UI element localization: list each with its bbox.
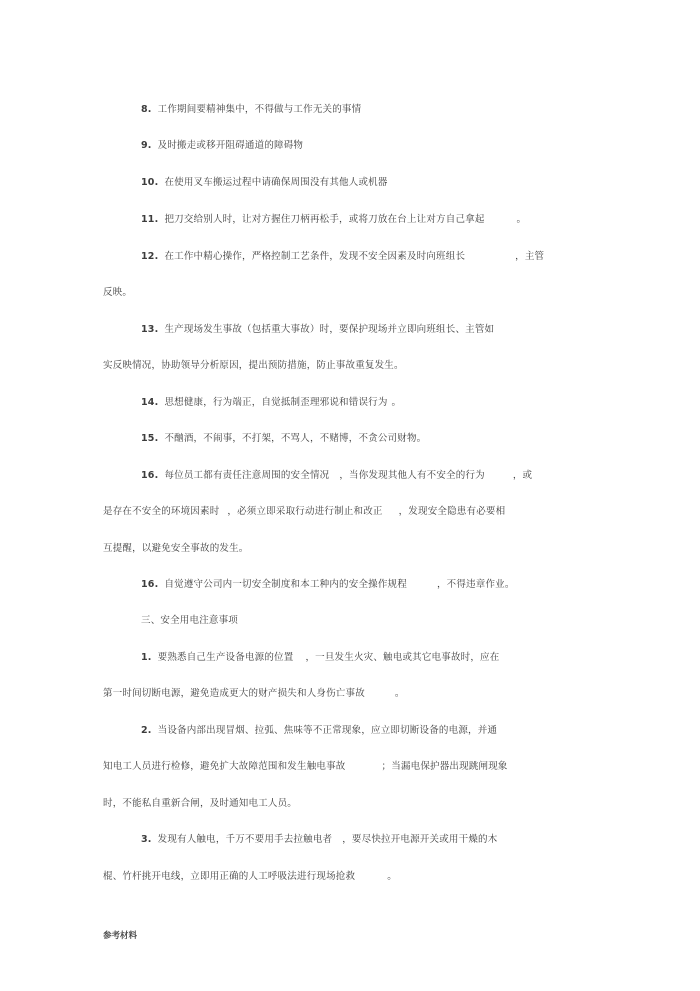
item-continued-text: 反映。 [103,287,133,298]
item-tail: 。 [391,397,402,408]
item-mid: ，当你发现其他人有不安全的行为 [339,470,485,481]
electrical-item-1 [141,651,499,665]
item-text: 在工作中精心操作，严格控制工艺条件，发现不安全因素及时向班组长 [164,251,466,262]
item-number: 15. [141,433,159,444]
item-number: 16. [141,470,159,481]
item-number: 3. [141,834,152,845]
electrical-item-3 [141,833,497,847]
item-number: 12. [141,251,159,262]
rule-item-16b [141,578,515,592]
rule-item-11 [141,213,526,227]
electrical-item-2-continued [103,760,508,774]
item-text: 把刀交给别人时，让对方握住刀柄再松手，或将刀放在台上让对方自己拿起 [164,214,485,225]
item-number: 8. [141,104,152,115]
item-continued-text: 知电工人员进行检修，避免扩大故障范围和发生触电事故 [103,761,346,772]
item-text: 及时搬走或移开阻碍通道的障碍物 [157,140,304,151]
item-continued-text: 实反映情况，协助领导分析原因，提出预防措施，防止事故重复发生。 [103,360,404,371]
rule-item-16a-continued-2 [103,542,249,556]
section-title: 三、安全用电注意事项 [141,615,239,626]
item-number: 14. [141,397,159,408]
item-number: 13. [141,324,159,335]
rule-item-16a [141,469,532,483]
rule-item-8 [141,103,361,117]
item-text: 在使用叉车搬运过程中请确保周围没有其他人或机器 [164,177,388,188]
rule-item-13-continued [103,359,404,373]
item-mid: ，一旦发生火灾、触电或其它电事故时，应在 [305,652,500,663]
item-continued-mid: ，必须立即采取行动进行制止和改正 [227,506,383,517]
item-text: 工作期间要精神集中，不得做与工作无关的事情 [157,104,362,115]
item-tail: ，主管 [515,251,545,262]
item-number: 10. [141,177,159,188]
item-continued-text-2: 互提醒，以避免安全事故的发生。 [103,543,249,554]
item-text: 发现有人触电，千万不要用手去拉触电者 [157,834,333,845]
item-continued-text: 是存在不安全的环境因素时 [103,506,220,517]
item-tail: ，不得违章作业。 [436,579,515,590]
page-footer: 参考材料 [103,931,138,941]
item-text: 要熟悉自己生产设备电源的位置 [157,652,294,663]
electrical-item-2-continued-2 [103,797,297,811]
rule-item-14 [141,396,401,410]
electrical-item-2 [141,724,497,738]
item-number: 1. [141,652,152,663]
item-number: 2. [141,725,152,736]
item-continued-text: 棍、竹杆挑开电线，立即用正确的人工呼吸法进行现场抢救 [103,871,356,882]
item-tail: 。 [516,214,527,225]
electrical-item-1-continued [103,687,405,701]
rule-item-13 [141,323,494,337]
item-mid: ，要尽快拉开电源开关或用干燥的木 [342,834,498,845]
rule-item-12-continued [103,286,132,300]
item-text: 每位员工都有责任注意周围的安全情况 [164,470,330,481]
rule-item-12 [141,250,544,264]
electrical-item-3-continued [103,870,397,884]
item-text: 思想健康，行为端正，自觉抵制歪理邪说和错误行为 [164,397,388,408]
item-text: 不酗酒，不闹事，不打架，不骂人，不赌博，不贪公司财物。 [164,433,427,444]
rule-item-15 [141,432,426,446]
item-continued-tail: ，发现安全隐患有必要相 [398,506,506,517]
item-continued-text: 第一时间切断电源，避免造成更大的财产损失和人身伤亡事故 [103,688,365,699]
item-continued-tail: 。 [387,871,397,882]
item-text: 生产现场发生事故（包括重大事故）时，要保护现场并立即向班组长、主管如 [164,324,495,335]
item-tail: ，或 [512,470,533,481]
rule-item-16a-continued [103,505,505,519]
item-text: 当设备内部出现冒烟、拉弧、焦味等不正常现象，应立即切断设备的电源，并通 [157,725,498,736]
rule-item-9 [141,139,303,153]
item-continued-text-2: 时，不能私自重新合闸，及时通知电工人员。 [103,798,298,809]
item-number: 9. [141,140,152,151]
item-continued-tail: ；当漏电保护器出现跳闸现象 [381,761,508,772]
item-number: 16. [141,579,159,590]
item-number: 11. [141,214,159,225]
item-continued-tail: 。 [394,688,405,699]
rule-item-10 [141,176,388,190]
item-text: 自觉遵守公司内一切安全制度和本工种内的安全操作规程 [164,579,407,590]
